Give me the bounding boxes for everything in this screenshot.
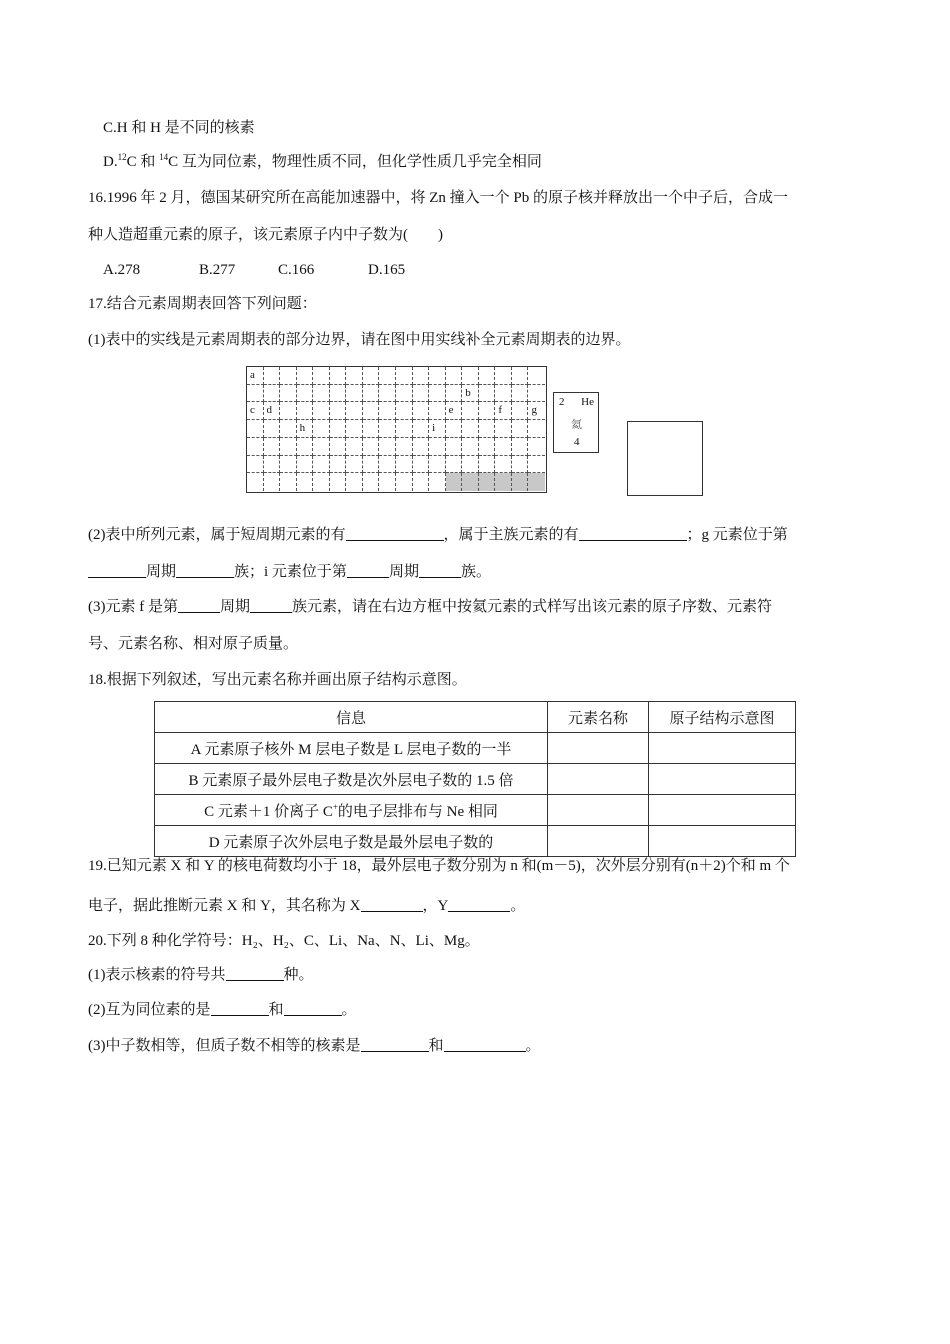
grid-cell (297, 456, 314, 474)
q15-option-d (103, 152, 542, 172)
grid-cell (379, 385, 396, 403)
grid-cell (346, 456, 363, 474)
grid-cell (462, 456, 479, 474)
he-symbol: He (581, 396, 594, 408)
text: C 互为同位素，物理性质不同，但化学性质几乎完全相同 (168, 154, 542, 170)
grid-cell (297, 402, 314, 420)
header-info: 信息 (155, 702, 548, 733)
grid-cell (330, 420, 347, 438)
grid-cell (313, 385, 330, 403)
element-label: d (266, 404, 273, 417)
text: (2)表中所列元素，属于短周期元素的有 (88, 527, 346, 543)
blank[interactable] (284, 1001, 342, 1016)
grid-cell (462, 367, 479, 385)
grid-cell (330, 367, 347, 385)
grid-cell (495, 420, 512, 438)
grid-cell (479, 420, 496, 438)
grid-cell (462, 420, 479, 438)
text: 。 (525, 1038, 541, 1054)
answer-cell[interactable] (649, 795, 796, 826)
q17-title: 17.结合元素周期表回答下列问题： (88, 296, 317, 312)
q20-part1 (88, 965, 314, 985)
grid-cell (247, 402, 264, 420)
grid-cell (413, 438, 430, 456)
q18-title: 18.根据下列叙述，写出元素名称并画出原子结构示意图。 (88, 672, 467, 688)
grid-cell (495, 367, 512, 385)
grid-cell (330, 385, 347, 403)
q19-line1: 19.已知元素 X 和 Y 的核电荷数均小于 18，最外层电子数分别为 n 和(m－5)，次外层分别有(n＋2)个和 m 个 (88, 858, 790, 874)
grid-cell (264, 456, 281, 474)
grid-cell (512, 367, 529, 385)
text: 族元素，请在右边方框中按氦元素的式样写出该元素的原子序数、元素符 (292, 599, 773, 615)
q17-part2-line2 (88, 562, 491, 582)
grid-cell (495, 456, 512, 474)
q16-option-c: C.166 (278, 262, 315, 278)
text: ，属于主族元素的有 (443, 527, 579, 543)
row-info: A 元素原子核外 M 层电子数是 L 层电子数的一半 (155, 733, 548, 764)
grid-cell (313, 367, 330, 385)
text: 和 (428, 1038, 444, 1054)
grid-cell (313, 438, 330, 456)
text: D. (103, 154, 118, 170)
grid-cell (446, 402, 463, 420)
grid-cell (429, 385, 446, 403)
grid-cell (446, 456, 463, 474)
q19-line2 (88, 896, 525, 916)
superscript: 14 (159, 152, 169, 162)
grid-cell (462, 385, 479, 403)
table-header-row (155, 702, 796, 733)
text: 的电子层排布与 Ne 相同 (337, 803, 498, 820)
grid-cell (479, 367, 496, 385)
blank[interactable] (88, 563, 146, 578)
grid-cell (446, 420, 463, 438)
grid-cell (379, 438, 396, 456)
text: 电子，据此推断元素 X 和 Y，其名称为 X (88, 898, 361, 914)
grid-cell (264, 367, 281, 385)
header-element-name: 元素名称 (548, 702, 649, 733)
grid-cell (446, 438, 463, 456)
answer-cell[interactable] (649, 826, 796, 857)
grid-cell (363, 367, 380, 385)
grid-cell (297, 473, 314, 491)
grid-cell (330, 473, 347, 491)
grid-cell (330, 438, 347, 456)
blank[interactable] (361, 1037, 429, 1052)
text: ；g 元素位于第 (686, 527, 788, 543)
q15-option-c: C.H 和 H 是不同的核素 (103, 120, 255, 136)
grid-cell (479, 473, 496, 491)
grid-cell (280, 402, 297, 420)
grid-cell (247, 367, 264, 385)
text: 。 (510, 898, 526, 914)
grid-cell (429, 402, 446, 420)
grid-cell (363, 402, 380, 420)
grid-cell (363, 420, 380, 438)
q20-part3 (88, 1036, 541, 1056)
grid-cell (313, 402, 330, 420)
q17-part2-line1 (88, 525, 788, 545)
grid-cell (297, 438, 314, 456)
grid-cell (346, 385, 363, 403)
grid-cell (479, 456, 496, 474)
blank[interactable] (444, 1037, 526, 1052)
row-info: D 元素原子次外层电子数是最外层电子数的 (155, 826, 548, 857)
grid-cell (379, 420, 396, 438)
text: 族；i 元素位于第 (234, 564, 347, 580)
grid-cell (396, 402, 413, 420)
text: 族。 (460, 564, 491, 580)
grid-cell (346, 473, 363, 491)
grid-cell (413, 402, 430, 420)
text: (3)中子数相等，但质子数不相等的核素是 (88, 1038, 361, 1054)
q17-part3-line2: 号、元素名称、相对原子质量。 (88, 636, 299, 652)
blank[interactable] (579, 526, 687, 541)
grid-cell (512, 402, 529, 420)
text: 。 (341, 1002, 357, 1018)
grid-cell (413, 367, 430, 385)
text: 种。 (283, 967, 314, 983)
blank[interactable] (226, 966, 284, 981)
grid-cell (495, 385, 512, 403)
q18-table (154, 701, 796, 857)
periodic-table-grid (246, 366, 547, 493)
grid-cell (396, 473, 413, 491)
grid-cell (429, 456, 446, 474)
helium-sample-box (553, 392, 599, 453)
grid-cell (264, 385, 281, 403)
grid-cell (346, 438, 363, 456)
grid-cell (413, 473, 430, 491)
element-label: a (250, 369, 255, 381)
text: (2)互为同位素的是 (88, 1002, 211, 1018)
text: ，Y (422, 898, 449, 914)
grid-cell (379, 456, 396, 474)
grid-cell (528, 438, 545, 456)
answer-cell[interactable] (548, 826, 649, 857)
grid-cell (280, 385, 297, 403)
grid-cell (479, 385, 496, 403)
grid-cell (264, 438, 281, 456)
grid-cell (247, 385, 264, 403)
grid-cell (247, 420, 264, 438)
grid-cell (247, 473, 264, 491)
grid-cell (479, 438, 496, 456)
grid-cell (528, 473, 545, 491)
grid-cell (313, 456, 330, 474)
blank[interactable] (211, 1001, 269, 1016)
grid-cell (297, 385, 314, 403)
grid-cell (528, 385, 545, 403)
q17-part1: (1)表中的实线是元素周期表的部分边界，请在图中用实线补全元素周期表的边界。 (88, 332, 631, 348)
grid-cell (330, 402, 347, 420)
grid-cell (330, 456, 347, 474)
he-mass: 4 (574, 436, 580, 448)
grid-cell (297, 367, 314, 385)
grid-cell (396, 385, 413, 403)
blank[interactable] (419, 563, 461, 578)
grid-cell (264, 473, 281, 491)
q20-part2 (88, 1000, 357, 1020)
grid-cell (429, 367, 446, 385)
grid-cell (512, 385, 529, 403)
q16-option-a: A.278 (103, 262, 141, 278)
row-info (155, 795, 548, 826)
header-structure: 原子结构示意图 (649, 702, 796, 733)
blank[interactable] (176, 563, 234, 578)
blank[interactable] (178, 598, 220, 613)
text: 周期 (220, 599, 251, 615)
grid-cell (528, 456, 545, 474)
grid-cell (346, 402, 363, 420)
superscript: + (332, 801, 338, 812)
blank[interactable] (250, 598, 292, 613)
grid-cell (280, 367, 297, 385)
grid-cell (512, 473, 529, 491)
grid-cell (363, 438, 380, 456)
grid-cell (429, 420, 446, 438)
he-number: 2 (559, 396, 565, 408)
grid-cell (528, 367, 545, 385)
table-row (155, 764, 796, 795)
grid-cell (313, 473, 330, 491)
table-row (155, 826, 796, 857)
grid-cell (280, 438, 297, 456)
he-name: 氦 (571, 419, 582, 431)
answer-cell[interactable] (548, 764, 649, 795)
q16-line2: 种人造超重元素的原子，该元素原子内中子数为( ) (88, 227, 443, 243)
text: 周期 (388, 564, 419, 580)
grid-cell (363, 473, 380, 491)
grid-cell (429, 438, 446, 456)
answer-cell[interactable] (548, 795, 649, 826)
grid-cell (413, 385, 430, 403)
grid-cell (346, 420, 363, 438)
grid-cell (396, 420, 413, 438)
grid-cell (528, 402, 545, 420)
grid-cell (429, 473, 446, 491)
text: 周期 (146, 564, 177, 580)
grid-cell (462, 473, 479, 491)
element-label: g (531, 404, 537, 417)
grid-cell (413, 420, 430, 438)
answer-cell[interactable] (649, 733, 796, 764)
grid-cell (297, 420, 314, 438)
grid-cell (280, 473, 297, 491)
grid-cell (446, 367, 463, 385)
grid-cell (396, 367, 413, 385)
superscript: 12 (117, 152, 127, 162)
text: C 和 (126, 154, 160, 170)
grid-cell (280, 420, 297, 438)
element-label: h (299, 422, 306, 435)
grid-cell (247, 438, 264, 456)
grid-cell (379, 402, 396, 420)
grid-cell (512, 420, 529, 438)
q16-line1: 16.1996 年 2 月，德国某研究所在高能加速器中，将 Zn 撞入一个 Pb 的原子核并释放出一个中子后，合成一 (88, 190, 789, 206)
answer-cell[interactable] (649, 764, 796, 795)
grid-cell (363, 385, 380, 403)
grid-cell (396, 456, 413, 474)
grid-cell (479, 402, 496, 420)
grid-cell (346, 367, 363, 385)
grid-cell (462, 402, 479, 420)
blank[interactable] (347, 563, 389, 578)
element-label: f (498, 404, 502, 417)
grid-cell (495, 438, 512, 456)
grid-cell (264, 402, 281, 420)
grid-cell (313, 420, 330, 438)
q20-title: 20.下列 8 种化学符号：H₂、H₂、C、Li、Na、N、Li、Mg。 (88, 933, 480, 949)
blank[interactable] (448, 897, 510, 912)
answer-box[interactable] (627, 421, 703, 496)
element-label: c (250, 404, 255, 417)
grid-cell (446, 473, 463, 491)
grid-cell (512, 456, 529, 474)
grid-cell (528, 420, 545, 438)
grid-cell (462, 438, 479, 456)
grid-cell (495, 402, 512, 420)
grid-cell (413, 456, 430, 474)
grid-cell (512, 438, 529, 456)
grid-cell (280, 456, 297, 474)
grid-cell (379, 473, 396, 491)
grid-cell (446, 385, 463, 403)
q17-part3-line1 (88, 597, 772, 617)
q16-option-b: B.277 (199, 262, 236, 278)
text: C 元素＋1 价离子 C (204, 803, 333, 820)
text: (1)表示核素的符号共 (88, 967, 226, 983)
text: (3)元素 f 是第 (88, 599, 178, 615)
table-row (155, 733, 796, 764)
element-label: e (448, 404, 454, 417)
blank[interactable] (361, 897, 423, 912)
table-row (155, 795, 796, 826)
blank[interactable] (346, 526, 444, 541)
element-label: i (432, 422, 436, 435)
grid-cell (264, 420, 281, 438)
element-label: b (465, 386, 471, 399)
answer-cell[interactable] (548, 733, 649, 764)
grid-cell (363, 456, 380, 474)
grid-cell (379, 367, 396, 385)
q16-option-d: D.165 (368, 262, 406, 278)
row-info: B 元素原子最外层电子数是次外层电子数的 1.5 倍 (155, 764, 548, 795)
grid-cell (247, 456, 264, 474)
text: 和 (268, 1002, 284, 1018)
grid-cell (396, 438, 413, 456)
grid-cell (495, 473, 512, 491)
